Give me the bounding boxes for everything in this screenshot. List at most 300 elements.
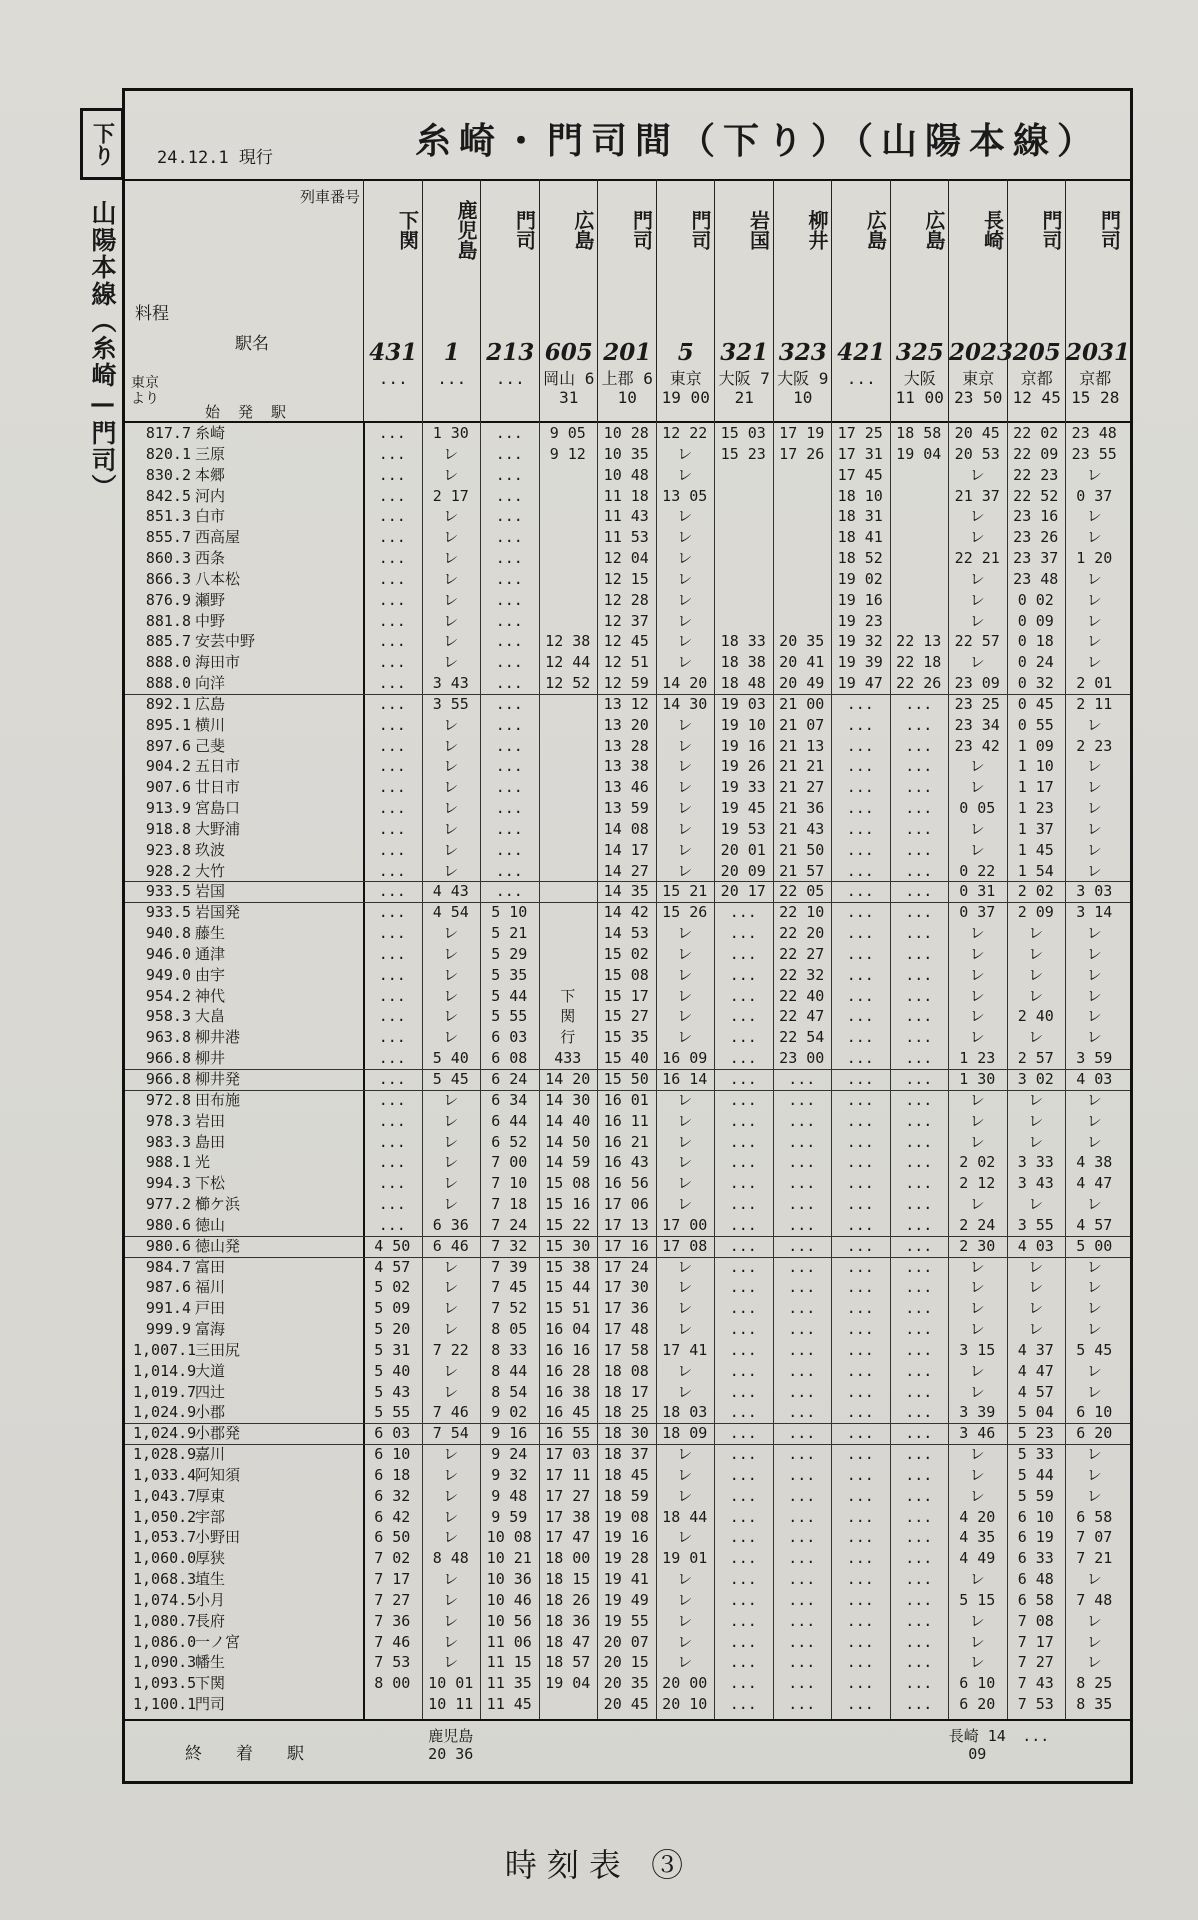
time-cell: ... [729, 1424, 757, 1443]
time-cell: レ [969, 1382, 985, 1401]
station-name: 富海 [195, 1320, 226, 1339]
time-cell: ... [788, 1174, 816, 1193]
time-cell: 3 43 [432, 674, 469, 693]
station-name: 大畠 [195, 1007, 226, 1026]
time-cell: レ [969, 819, 985, 838]
time-cell: ... [905, 965, 933, 984]
time-cell: 9 48 [491, 1486, 528, 1505]
time-cell: レ [443, 1320, 459, 1339]
time-cell: ... [905, 903, 933, 922]
time-cell: 17 08 [662, 1236, 708, 1255]
time-cell: 14 53 [603, 924, 649, 943]
time-cell: 20 01 [720, 840, 766, 859]
time-cell: 22 09 [1013, 444, 1059, 463]
distance-km: 984.7 [145, 1257, 191, 1276]
distance-km: 966.8 [145, 1049, 191, 1068]
time-cell: ... [729, 1007, 757, 1026]
train-number: 201 [603, 339, 652, 366]
time-cell: 9 24 [491, 1445, 528, 1464]
time-cell: ... [905, 694, 933, 713]
time-cell: 17 11 [545, 1465, 591, 1484]
time-cell: 22 57 [954, 632, 1000, 651]
time-cell: レ [1028, 924, 1044, 943]
station-name: 戸田 [195, 1299, 226, 1318]
time-cell: ... [788, 1382, 816, 1401]
time-cell: 19 02 [837, 569, 883, 588]
time-cell: ... [378, 444, 406, 463]
distance-km: 977.2 [145, 1195, 191, 1214]
table-row [125, 1152, 1130, 1173]
time-cell: ... [378, 1007, 406, 1026]
train-column-header [890, 179, 950, 421]
time-cell: 2 01 [1076, 674, 1113, 693]
time-cell: 8 05 [491, 1320, 528, 1339]
time-cell: ... [788, 1257, 816, 1276]
time-cell: 7 22 [432, 1340, 469, 1359]
time-cell: レ [677, 924, 693, 943]
distance-km: 1,033.4 [133, 1465, 197, 1484]
time-cell: レ [677, 507, 693, 526]
time-cell: ... [788, 1549, 816, 1568]
time-cell: レ [443, 1611, 459, 1630]
time-cell: 5 15 [959, 1590, 996, 1609]
time-cell: 7 27 [1017, 1653, 1054, 1672]
station-name: 三原 [195, 444, 226, 463]
time-cell: ... [378, 486, 406, 505]
table-row [125, 694, 1130, 715]
time-cell: 17 03 [545, 1445, 591, 1464]
time-cell: レ [443, 778, 459, 797]
time-cell: 22 21 [954, 549, 1000, 568]
time-cell: ... [378, 819, 406, 838]
distance-km: 830.2 [145, 465, 191, 484]
time-cell: ... [729, 1215, 757, 1234]
time-cell: 5 45 [432, 1070, 469, 1088]
time-cell: レ [1028, 1278, 1044, 1297]
train-number: 325 [895, 339, 944, 366]
time-cell: 18 45 [603, 1465, 649, 1484]
time-cell: 18 08 [603, 1361, 649, 1380]
time-cell: 13 20 [603, 715, 649, 734]
time-cell: ... [846, 1320, 874, 1339]
time-cell: ... [495, 799, 523, 818]
time-cell: レ [443, 1570, 459, 1589]
effective-date: 24.12.1 現行 [157, 148, 273, 168]
time-cell: 1 37 [1017, 819, 1054, 838]
time-cell: レ [443, 1132, 459, 1151]
time-cell: 3 02 [1017, 1070, 1054, 1088]
time-cell: 17 06 [603, 1195, 649, 1214]
train-number: 421 [837, 339, 886, 366]
time-cell: 23 34 [954, 715, 1000, 734]
train-column-header [948, 179, 1014, 421]
distance-km: 1,080.7 [133, 1611, 197, 1630]
time-cell: レ [443, 611, 459, 630]
time-cell: ... [378, 840, 406, 859]
time-cell: 10 56 [486, 1611, 532, 1630]
time-cell: レ [443, 1486, 459, 1505]
time-cell: 6 34 [491, 1090, 528, 1109]
distance-km: 1,093.5 [133, 1674, 197, 1693]
time-cell: レ [1028, 1299, 1044, 1318]
time-cell: レ [443, 1278, 459, 1297]
time-cell: ... [788, 1486, 816, 1505]
time-cell: レ [677, 653, 693, 672]
time-cell: レ [1086, 1111, 1102, 1130]
time-cell: ... [729, 1445, 757, 1464]
table-row [125, 673, 1130, 694]
time-cell: 0 32 [1017, 674, 1054, 693]
time-cell: 8 48 [432, 1549, 469, 1568]
table-row [125, 1361, 1130, 1382]
time-cell: レ [443, 861, 459, 880]
time-cell: 14 30 [545, 1090, 591, 1109]
time-cell: レ [1086, 944, 1102, 963]
table-row [125, 1444, 1130, 1465]
time-cell: ... [846, 1632, 874, 1651]
station-name: 下松 [195, 1174, 226, 1193]
time-cell: ... [729, 1299, 757, 1318]
time-cell: レ [1028, 1132, 1044, 1151]
time-cell: ... [729, 1340, 757, 1359]
time-cell: レ [443, 1007, 459, 1026]
time-cell: 5 45 [1076, 1340, 1113, 1359]
train-number: 5 [677, 339, 694, 366]
time-cell: 18 57 [545, 1653, 591, 1672]
time-cell: 15 51 [545, 1299, 591, 1318]
time-cell: 6 19 [1017, 1528, 1054, 1547]
time-cell: 7 48 [1076, 1590, 1113, 1609]
distance-km: 1,053.7 [133, 1528, 197, 1547]
time-cell: レ [677, 944, 693, 963]
time-cell: レ [1086, 1611, 1102, 1630]
time-cell: レ [1028, 1028, 1044, 1047]
distance-km: 860.3 [145, 549, 191, 568]
station-name: 岩国発 [195, 903, 241, 922]
time-cell: 19 39 [837, 653, 883, 672]
time-cell: ... [495, 715, 523, 734]
time-cell: 11 43 [603, 507, 649, 526]
distance-km: 1,086.0 [133, 1632, 197, 1651]
station-name: 島田 [195, 1132, 226, 1151]
time-cell: ... [905, 1424, 933, 1443]
time-cell: 4 49 [959, 1549, 996, 1568]
time-cell: 8 35 [1076, 1695, 1113, 1714]
time-cell: 7 17 [374, 1570, 411, 1589]
time-cell: 12 22 [662, 424, 708, 442]
time-cell: 20 45 [603, 1695, 649, 1714]
time-cell: 15 44 [545, 1278, 591, 1297]
table-row [125, 1340, 1130, 1361]
time-cell: 7 46 [432, 1403, 469, 1422]
train-column-header [1065, 179, 1131, 421]
time-cell: ... [729, 1570, 757, 1589]
time-cell: ... [378, 549, 406, 568]
time-cell: 23 37 [1013, 549, 1059, 568]
column-headers [125, 179, 1130, 423]
time-cell: ... [905, 1215, 933, 1234]
time-cell: レ [677, 1611, 693, 1630]
station-name: 一ノ宮 [195, 1632, 241, 1651]
time-cell: 16 11 [603, 1111, 649, 1130]
time-cell: 3 39 [959, 1403, 996, 1422]
train-number: 2023 [949, 339, 1014, 366]
time-cell: ... [788, 1111, 816, 1130]
time-cell: ... [788, 1590, 816, 1609]
table-row [125, 715, 1130, 736]
time-cell: レ [443, 1299, 459, 1318]
time-cell: ... [378, 1090, 406, 1109]
time-cell: 18 25 [603, 1403, 649, 1422]
time-cell: 17 30 [603, 1278, 649, 1297]
time-cell: 11 15 [486, 1653, 532, 1672]
distance-km: 1,074.5 [133, 1590, 197, 1609]
time-cell: ... [495, 861, 523, 880]
station-name: 長府 [195, 1611, 226, 1630]
time-cell: ... [846, 694, 874, 713]
time-cell: ... [495, 694, 523, 713]
train-number: 605 [544, 339, 593, 366]
time-cell: 9 16 [491, 1424, 528, 1443]
time-cell: ... [846, 1382, 874, 1401]
time-cell: 11 06 [486, 1632, 532, 1651]
station-name: 西条 [195, 549, 226, 568]
time-cell: 2 09 [1017, 903, 1054, 922]
time-cell: レ [969, 653, 985, 672]
distance-km: 1,028.9 [133, 1445, 197, 1464]
time-cell: レ [1086, 840, 1102, 859]
distance-km: 940.8 [145, 924, 191, 943]
time-cell: 22 05 [779, 882, 825, 901]
time-cell: 7 43 [1017, 1674, 1054, 1693]
time-cell: ... [788, 1153, 816, 1172]
time-cell: ... [905, 736, 933, 755]
timetable-header [125, 91, 1130, 181]
time-cell: 10 35 [603, 444, 649, 463]
time-cell: ... [846, 1653, 874, 1672]
time-cell: ... [846, 1049, 874, 1068]
time-cell: ... [846, 1195, 874, 1214]
time-cell: 5 29 [491, 944, 528, 963]
table-row [125, 1319, 1130, 1340]
time-cell: レ [677, 1174, 693, 1193]
time-cell: ... [905, 1486, 933, 1505]
time-cell: レ [969, 507, 985, 526]
station-name-label: 駅名 [235, 334, 269, 354]
station-name: 田布施 [195, 1090, 241, 1109]
table-row [125, 506, 1130, 527]
time-cell: ... [729, 1611, 757, 1630]
time-cell: レ [677, 611, 693, 630]
time-cell: ... [495, 486, 523, 505]
table-row [125, 1090, 1130, 1111]
time-cell: 18 33 [720, 632, 766, 651]
distance-km: 928.2 [145, 861, 191, 880]
table-row [125, 465, 1130, 486]
time-cell: 14 20 [545, 1070, 591, 1088]
time-cell: 15 26 [662, 903, 708, 922]
time-cell: 6 10 [1017, 1507, 1054, 1526]
train-column-header [597, 179, 657, 421]
time-cell: レ [443, 444, 459, 463]
time-cell: レ [677, 840, 693, 859]
time-cell: ... [495, 507, 523, 526]
time-cell: レ [969, 1445, 985, 1464]
time-cell: レ [1086, 924, 1102, 943]
time-cell: レ [443, 549, 459, 568]
time-cell: ... [495, 757, 523, 776]
distance-km: 983.3 [145, 1132, 191, 1151]
distance-km: 1,024.9 [133, 1403, 197, 1422]
time-cell: 4 57 [1017, 1382, 1054, 1401]
time-cell: 5 00 [1076, 1236, 1113, 1255]
time-cell: ... [905, 1340, 933, 1359]
time-cell: レ [969, 1486, 985, 1505]
train-number: 213 [486, 339, 535, 366]
train-origin: 東京 19 00 [661, 369, 710, 407]
time-cell: ... [846, 986, 874, 1005]
train-column-header [422, 179, 482, 421]
table-row [125, 1069, 1130, 1090]
time-cell: 7 24 [491, 1215, 528, 1234]
time-cell: 19 47 [837, 674, 883, 693]
time-cell: レ [677, 1195, 693, 1214]
table-row [125, 1402, 1130, 1423]
station-name: 柳井発 [195, 1070, 241, 1088]
distance-km: 999.9 [145, 1320, 191, 1339]
table-row [125, 1694, 1130, 1715]
timetable-body [125, 421, 1130, 1719]
from-tokyo-label: 東京より [131, 375, 159, 407]
time-cell: ... [905, 1528, 933, 1547]
time-cell: ... [788, 1361, 816, 1380]
time-cell: 11 35 [486, 1674, 532, 1693]
time-cell: ... [846, 1465, 874, 1484]
distance-km: 933.5 [145, 882, 191, 901]
time-cell: レ [1028, 1320, 1044, 1339]
time-cell: 4 38 [1076, 1153, 1113, 1172]
time-cell: レ [443, 507, 459, 526]
time-cell: レ [969, 1278, 985, 1297]
time-cell: ... [846, 778, 874, 797]
time-cell: 16 04 [545, 1320, 591, 1339]
time-cell: 6 32 [374, 1486, 411, 1505]
station-name: 由宇 [195, 965, 226, 984]
time-cell: 11 18 [603, 486, 649, 505]
time-cell: 7 52 [491, 1299, 528, 1318]
time-cell: 18 00 [545, 1549, 591, 1568]
time-cell: レ [677, 1382, 693, 1401]
time-cell: レ [677, 1299, 693, 1318]
time-cell: ... [905, 1111, 933, 1130]
distance-km: 933.5 [145, 903, 191, 922]
time-cell: 17 27 [545, 1486, 591, 1505]
time-cell: 10 08 [486, 1528, 532, 1547]
time-cell: 18 59 [603, 1486, 649, 1505]
time-cell: ... [729, 1070, 757, 1088]
time-cell: ... [495, 674, 523, 693]
time-cell: 18 44 [662, 1507, 708, 1526]
time-cell: 5 44 [491, 986, 528, 1005]
time-cell: レ [1086, 986, 1102, 1005]
time-cell: 12 52 [545, 674, 591, 693]
time-cell: ... [378, 1049, 406, 1068]
time-cell: レ [1086, 799, 1102, 818]
time-cell: ... [788, 1195, 816, 1214]
time-cell: レ [443, 1153, 459, 1172]
time-cell: ... [729, 1549, 757, 1568]
time-cell: 3 55 [1017, 1215, 1054, 1234]
time-cell: ... [729, 1528, 757, 1547]
station-name: 小郡 [195, 1403, 226, 1422]
time-cell: ... [846, 1507, 874, 1526]
time-cell: 15 03 [720, 424, 766, 442]
arrival-cell: 長崎 14 09 [948, 1727, 1006, 1763]
distance-km: 1,043.7 [133, 1486, 197, 1505]
time-cell: 0 18 [1017, 632, 1054, 651]
time-cell: 14 59 [545, 1153, 591, 1172]
time-cell: レ [969, 1132, 985, 1151]
time-cell: 8 25 [1076, 1674, 1113, 1693]
time-cell: ... [378, 694, 406, 713]
station-name: 糸崎 [195, 424, 226, 442]
time-cell: 7 54 [432, 1424, 469, 1443]
time-cell: ... [905, 1153, 933, 1172]
distance-km: 851.3 [145, 507, 191, 526]
station-name: 四辻 [195, 1382, 226, 1401]
distance-km: 949.0 [145, 965, 191, 984]
time-cell: ... [495, 632, 523, 651]
station-name: 福川 [195, 1278, 226, 1297]
time-cell: 17 25 [837, 424, 883, 442]
time-cell: ... [905, 1007, 933, 1026]
time-cell: 0 22 [959, 861, 996, 880]
table-row [125, 1111, 1130, 1132]
time-cell: ... [846, 924, 874, 943]
time-cell: 1 20 [1076, 549, 1113, 568]
time-cell: レ [677, 528, 693, 547]
time-cell: レ [677, 1528, 693, 1547]
time-cell: ... [788, 1695, 816, 1714]
station-name: 小月 [195, 1590, 226, 1609]
time-cell: 12 37 [603, 611, 649, 630]
table-row [125, 736, 1130, 757]
time-cell: 15 35 [603, 1028, 649, 1047]
train-column-header [539, 179, 599, 421]
time-cell: 22 10 [779, 903, 825, 922]
time-cell: ... [905, 1174, 933, 1193]
train-origin: 大阪 11 00 [895, 369, 944, 407]
time-cell: ... [378, 1111, 406, 1130]
time-cell: 12 15 [603, 569, 649, 588]
station-name: 大道 [195, 1361, 226, 1380]
time-cell: ... [378, 757, 406, 776]
time-cell: 16 16 [545, 1340, 591, 1359]
time-cell: ... [788, 1403, 816, 1422]
time-cell: レ [969, 944, 985, 963]
table-row [125, 1027, 1130, 1048]
time-cell: ... [905, 1361, 933, 1380]
time-cell: 19 23 [837, 611, 883, 630]
time-cell: 20 53 [954, 444, 1000, 463]
time-cell: 12 44 [545, 653, 591, 672]
time-cell: 3 33 [1017, 1153, 1054, 1172]
table-row [125, 631, 1130, 652]
time-cell: 5 02 [374, 1278, 411, 1297]
time-cell: 6 50 [374, 1528, 411, 1547]
time-cell: ... [905, 1195, 933, 1214]
time-cell: レ [443, 632, 459, 651]
